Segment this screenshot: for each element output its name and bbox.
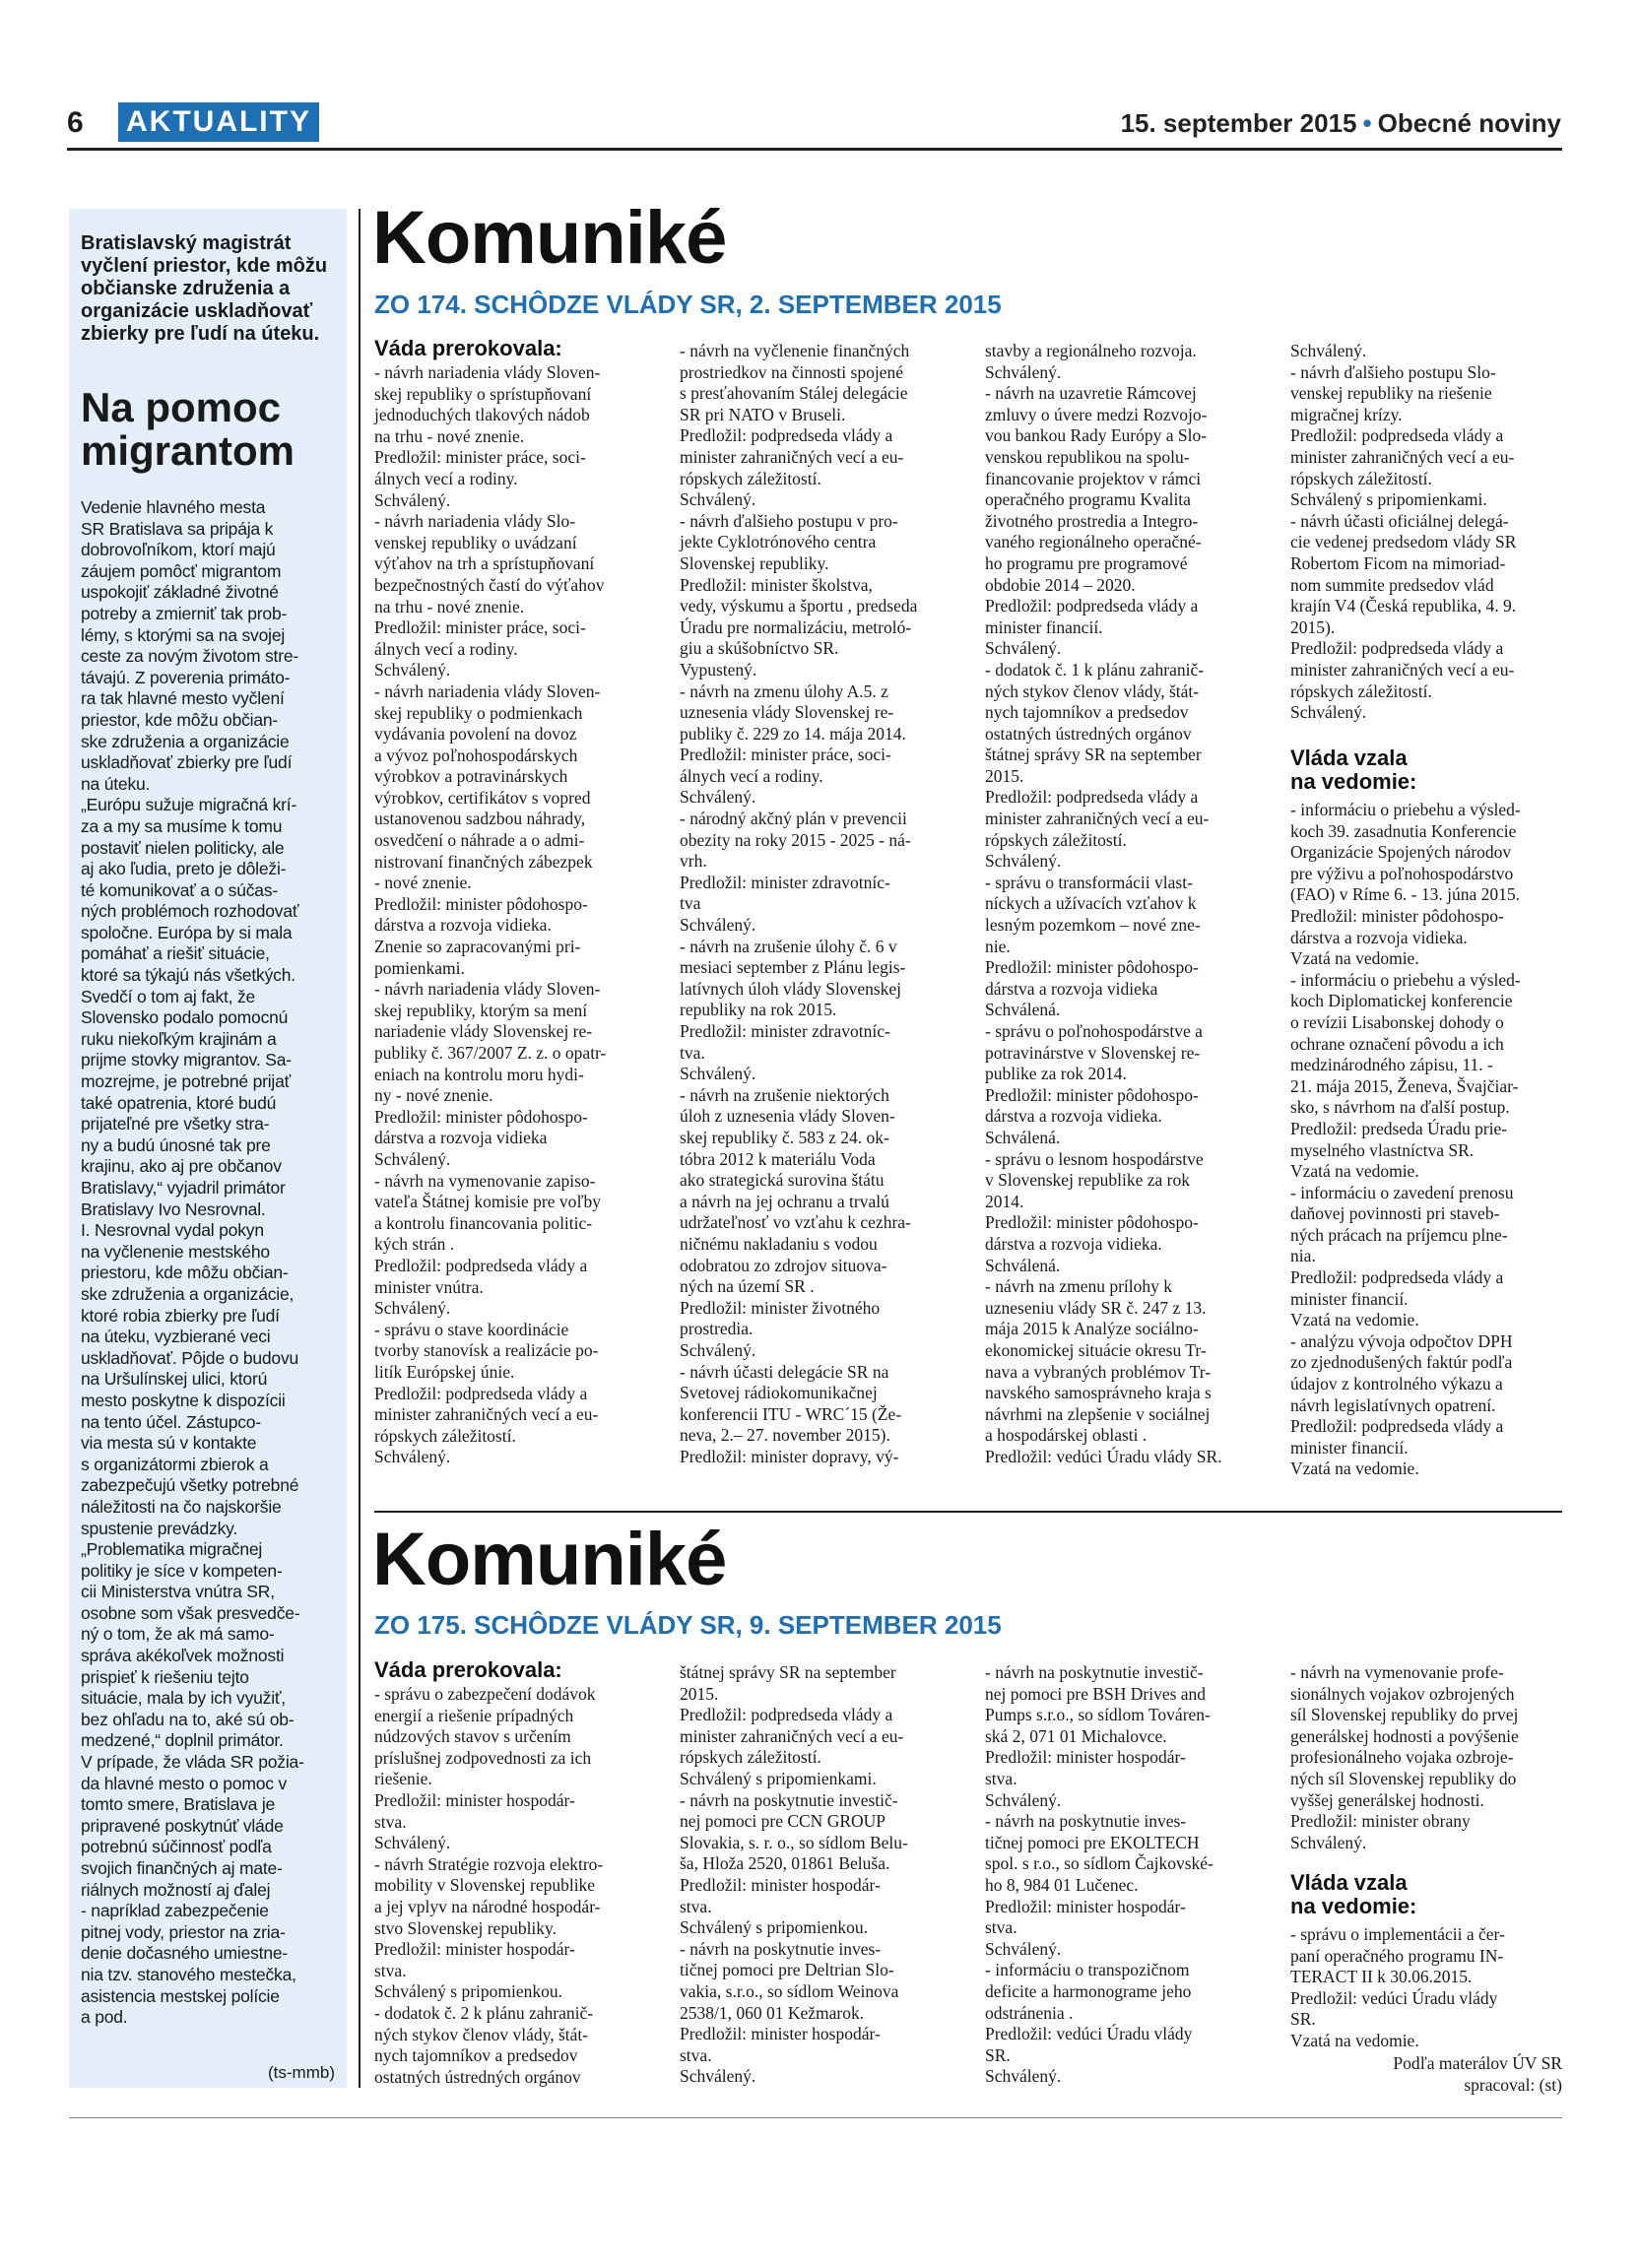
komunike-1-column-2: - návrh na vyčlenenie finančných prostriedkov na činnosti spojené s presťahovaním Stálej delegácie SR pri NATO v Bruseli. Predložil: podpredseda vlády a minister zahraničných vecí a eu- rópskych záležitostí. Schválený. - návrh ďalšieho postupu v pro- jekte Cyklotrónového centra Slovenskej republiky. Predložil: minister školstva, vedy, výskumu a športu , predseda Úradu pre normalizáciu, metroló- giu a skúšobníctvo SR. Vypustený. - návrh na zmenu úlohy A.5. z uznesenia vlády Slovenskej re- publiky č. 229 zo 14. mája 2014. Predložil: minister práce, soci- álnych vecí a rodiny. Schválený. - národný akčný plán v prevencii obezity na roky 2015 - 2025 - ná- vrh. Predložil: minister zdravotníc- tva Schválený. - návrh na zrušenie úlohy č. 6 v mesiaci september z Plánu legis- latívnych úloh vlády Slovenskej republiky na rok 2015. Predložil: minister zdravotníc- tva. Schválený. - návrh na zrušenie niektorých úloh z uznesenia vlády Sloven- skej republiky č. 583 z 24. ok- tóbra 2012 k materiálu Voda ako strategická surovina štátu a návrh na jej ochranu a trvalú udržateľnosť vo vzťahu k cezhra- ničnému nakladaniu s vodou odobratou zo zdrojov situova- ných na území SR . Predložil: minister životného prostredia. Schválený. - návrh účasti delegácie SR na Svetovej rádiokomunikačnej konferencii ITU - WRC´15 (Že- neva, 2.– 27. november 2015). Predložil: minister dopravy, vý- (680, 341, 918, 1466)
komunike-2-section-noted: Vláda vzala na vedomie: (1290, 1870, 1417, 1918)
komunike-2-section-discussed: Váda prerokovala: (374, 1657, 562, 1682)
separator-bullet: • (1362, 108, 1372, 138)
komunike-2-column-4: - návrh na vymenovanie profe- sionálnych vojakov ozbrojených síl Slovenskej republiky do prvej generálskej hodnosti a povýšenie profesionálneho vojaka ozbroje- ných síl Slovenskej republiky do vyššej generálskej hodnosti. Predložil: minister obrany Schválený. (1290, 1662, 1519, 1852)
sidebar-signature: (ts-mmb) (268, 2063, 335, 2082)
header-rule (67, 148, 1562, 151)
sidebar-intro: Bratislavský magistrát vyčlení priestor, kde môžu občianske združenia a organizácie uskladňovať zbierky pre ľudí na úteku. (81, 232, 328, 345)
publication-name: Obecné noviny (1377, 108, 1561, 138)
komunike-1-section-noted: Vláda vzala na vedomie: (1290, 745, 1417, 794)
komunike-2-title: Komuniké (372, 1518, 727, 1601)
komunike-2-subtitle: ZO 175. SCHÔDZE VLÁDY SR, 9. SEPTEMBER 2015 (374, 1610, 1002, 1640)
komunike-1-title: Komuniké (372, 196, 727, 280)
komunike-1-column-4-noted: - informáciu o priebehu a výsled- koch 39. zasadnutia Konferencie Organizácie Spojených národov pre výživu a poľnohospodárstvo (FAO) v Ríme 6. - 13. júna 2015. Predložil: minister pôdohospo- dárstva a rozvoja vidieka. Vzatá na vedomie. - informáciu o priebehu a výsled- koch Diplomatickej konferencie o revízii Lisabonskej dohody o ochrane označení pôvodu a ich medzinárodného zápisu, 11. - 21. mája 2015, Ženeva, Švajčiar- sko, s návrhom na ďalší postup. Predložil: predseda Úradu prie- myselného vlastníctva SR. Vzatá na vedomie. - informáciu o zavedení prenosu daňovej povinnosti pri staveb- ných prácach na príjemcu plne- nia. Predložil: podpredseda vlády a minister financií. Vzatá na vedomie. - analýzu vývoja odpočtov DPH zo zjednodušených faktúr podľa údajov z kontrolného výkazu a návrh legislatívnych opatrení. Predložil: podpredseda vlády a minister financií. Vzatá na vedomie. (1290, 800, 1521, 1479)
komunike-2-column-1: - správu o zabezpečení dodávok energií a riešenie prípadných núdzových stavov s určením príslušnej zodpovednosti za ich riešenie. Predložil: minister hospodár- stva. Schválený. - návrh Stratégie rozvoja elektro- mobility v Slovenskej republike a jej vplyv na národné hospodár- stvo Slovenskej republiky. Predložil: minister hospodár- stva. Schválený s pripomienkou. - dodatok č. 2 k plánu zahranič- ných stykov členov vlády, štát- nych tajomníkov a predsedov ostatných ústredných orgánov (374, 1684, 604, 2087)
komunike-1-column-1: - návrh nariadenia vlády Sloven- skej republiky o sprístupňovaní jednoduchých tlakových nádob na trhu - nové znenie. Predložil: minister práce, soci- álnych vecí a rodiny. Schválený. - návrh nariadenia vlády Slo- venskej republiky o uvádzaní výťahov na trh a sprístupňovaní bezpečnostných častí do výťahov na trhu - nové znenie. Predložil: minister práce, soci- álnych vecí a rodiny. Schválený. - návrh nariadenia vlády Sloven- skej republiky o podmienkach vydávania povolení na dovoz a vývoz poľnohospodárskych výrobkov a potravinárskych výrobkov, certifikátov s vopred ustanovenou sadzbou náhrady, osvedčení o náhrade a o admi- nistrovaní finančných zábezpek - nové znenie. Predložil: minister pôdohospo- dárstva a rozvoja vidieka. Znenie so zapracovanými pri- pomienkami. - návrh nariadenia vlády Sloven- skej republiky, ktorým sa mení nariadenie vlády Slovenskej re- publiky č. 367/2007 Z. z. o opatr- eniach na kontrolu moru hydi- ny - nové znenie. Predložil: minister pôdohospo- dárstva a rozvoja vidieka Schválený. - návrh na vymenovanie zapiso- vateľa Štátnej komisie pre voľby a kontrolu financovania politic- kých strán . Predložil: podpredseda vlády a minister vnútra. Schválený. - správu o stave koordinácie tvorby stanovísk a realizácie po- litík Európskej únie. Predložil: podpredseda vlády a minister zahraničných vecí a eu- rópskych záležitostí. Schválený. (374, 362, 607, 1467)
page-number: 6 (67, 106, 84, 139)
sidebar-heading: Na pomoc migrantom (81, 384, 295, 474)
section-tag: AKTUALITY (118, 102, 319, 142)
issue-info (1121, 108, 1561, 139)
komunike-2-credit: Podľa materálov ÚV SR spracoval: (st) (1393, 2053, 1562, 2095)
issue-date: 15. september 2015 (1120, 108, 1357, 138)
komunike-1-section-discussed: Váda prerokovala: (374, 336, 562, 360)
section-divider (374, 1511, 1562, 1513)
sidebar-article-body: Vedenie hlavného mesta SR Bratislava sa pripája k dobrovoľníkom, ktorí majú záujem pomôcť migrantom uspokojiť základné životné potreby a zmierniť tak prob- lémy, s ktorými sa na svojej ceste za novým životom stre- távajú. Z poverenia primáto- ra tak hlavné mesto vyčlení priestor, kde môžu občian- ske združenia a organizácie uskladňovať zbierky pre ľudí na úteku. „Európu sužuje migračná krí- za a my sa musíme k tomu postaviť nielen politicky, ale aj ako ľudia, preto je dôleži- té komunikovať a o súčas- ných problémoch rozhodovať spoločne. Európa by si mala pomáhať a riešiť situácie, ktoré sa týkajú nás všetkých. Svedčí o tom aj fakt, že Slovensko podalo pomocnú ruku niekoľkým krajinám a prijme stovky migrantov. Sa- mozrejme, je potrebné prijať také opatrenia, ktoré budú prijateľné pre všetky stra- ny a budú únosné tak pre krajinu, ako aj pre občanov Bratislavy,“ vyjadril primátor Bratislavy Ivo Nesrovnal. I. Nesrovnal vydal pokyn na vyčlenenie mestského priestoru, kde môžu občian- ske združenia a organizácie, ktoré robia zbierky pre ľudí na úteku, vyzbierané veci uskladňovať. Pôjde o budovu na Uršulínskej ulici, ktorú mesto poskytne k dispozícii na tento účel. Zástupco- via mesta sú v kontakte s organizátormi zbierok a zabezpečujú všetky potrebné náležitosti na čo najskoršie spustenie prevádzky. „Problematika migračnej politiky je síce v kompeten- cii Ministerstva vnútra SR, osobne som však presvedče- ný o tom, že ak má samo- správa akékoľvek možnosti prispieť k riešeniu tejto situácie, mala by ich využiť, bez ohľadu na to, aké sú ob- medzené,“ doplnil primátor. V prípade, že vláda SR požia- da hlavné mesto o pomoc v tomto smere, Bratislava je pripravené poskytnúť vláde potrebnú súčinnosť podľa svojich finančných aj mate- riálnych možností aj ďalej - napríklad zabezpečenie pitnej vody, priestor na zria- denie dočasného umiestne- nia tzv. stanového mestečka, asistencia mestskej polície a pod. (81, 497, 304, 2028)
komunike-1-subtitle: ZO 174. SCHÔDZE VLÁDY SR, 2. SEPTEMBER 2015 (374, 290, 1002, 319)
column-divider (359, 209, 361, 2088)
komunike-1-column-3: stavby a regionálneho rozvoja. Schválený. - návrh na uzavretie Rámcovej zmluvy o úvere medzi Rozvojo- vou bankou Rady Európy a Slo- venskou republikou na spolu- financovanie projektov v rámci operačného programu Kvalita životného prostredia a Integro- vaného regionálneho operačné- ho programu pre programové obdobie 2014 – 2020. Predložil: podpredseda vlády a minister financií. Schválený. - dodatok č. 1 k plánu zahranič- ných stykov členov vlády, štát- nych tajomníkov a predsedov ostatných ústredných orgánov štátnej správy SR na september 2015. Predložil: podpredseda vlády a minister zahraničných vecí a eu- rópskych záležitostí. Schválený. - správu o transformácii vlast- níckych a užívacích vzťahov k lesným pozemkom – nové zne- nie. Predložil: minister pôdohospo- dárstva a rozvoja vidieka Schválená. - správu o poľnohospodárstve a potravinárstve v Slovenskej re- publike za rok 2014. Predložil: minister pôdohospo- dárstva a rozvoja vidieka. Schválená. - správu o lesnom hospodárstve v Slovenskej republike za rok 2014. Predložil: minister pôdohospo- dárstva a rozvoja vidieka. Schválená. - návrh na zmenu prílohy k uzneseniu vlády SR č. 247 z 13. mája 2015 k Analýze sociálno- ekonomickej situácie okresu Tr- nava a vybraných problémov Tr- navského samosprávneho kraja s návrhmi na zlepšenie v sociálnej a hospodárskej oblasti . Predložil: vedúci Úradu vlády SR. (985, 341, 1222, 1466)
komunike-2-column-4-noted: - správu o implementácii a čer- paní operačného programu IN- TERACT II k 30.06.2015. Predložil: vedúci Úradu vlády SR. Vzatá na vedomie. (1290, 1924, 1505, 2050)
komunike-2-column-2: štátnej správy SR na september 2015. Predložil: podpredseda vlády a minister zahraničných vecí a eu- rópskych záležitostí. Schválený s pripomienkami. - návrh na poskytnutie investič- nej pomoci pre CCN GROUP Slovakia, s. r. o., so sídlom Belu- ša, Hloža 2520, 01861 Beluša. Predložil: minister hospodár- stva. Schválený s pripomienkou. - návrh na poskytnutie inves- tičnej pomoci pre Deltrian Slo- vakia, s.r.o., so sídlom Weinova 2538/1, 060 01 Kežmarok. Predložil: minister hospodár- stva. Schválený. (680, 1662, 908, 2087)
komunike-2-column-3: - návrh na poskytnutie investič- nej pomoci pre BSH Drives and Pumps s.r.o., so sídlom Továren- ská 2, 071 01 Michalovce. Predložil: minister hospodár- stva. Schválený. - návrh na poskytnutie inves- tičnej pomoci pre EKOLTECH spol. s r.o., so sídlom Čajkovské- ho 8, 984 01 Lučenec. Predložil: minister hospodár- stva. Schválený. - informáciu o transpozičnom deficite a harmonograme jeho odstránenia . Predložil: vedúci Úradu vlády SR. Schválený. (985, 1662, 1214, 2087)
footer-rule (69, 2117, 1562, 2118)
komunike-1-column-4: Schválený. - návrh ďalšieho postupu Slo- venskej republiky na riešenie migračnej krízy. Predložil: podpredseda vlády a minister zahraničných vecí a eu- rópskych záležitostí. Schválený s pripomienkami. - návrh účasti oficiálnej delegá- cie vedenej predsedom vlády SR Robertom Ficom na mimoriad- nom summite predsedov vlád krajín V4 (Česká republika, 4. 9. 2015). Predložil: podpredseda vlády a minister zahraničných vecí a eu- rópskych záležitostí. Schválený. (1290, 341, 1517, 723)
